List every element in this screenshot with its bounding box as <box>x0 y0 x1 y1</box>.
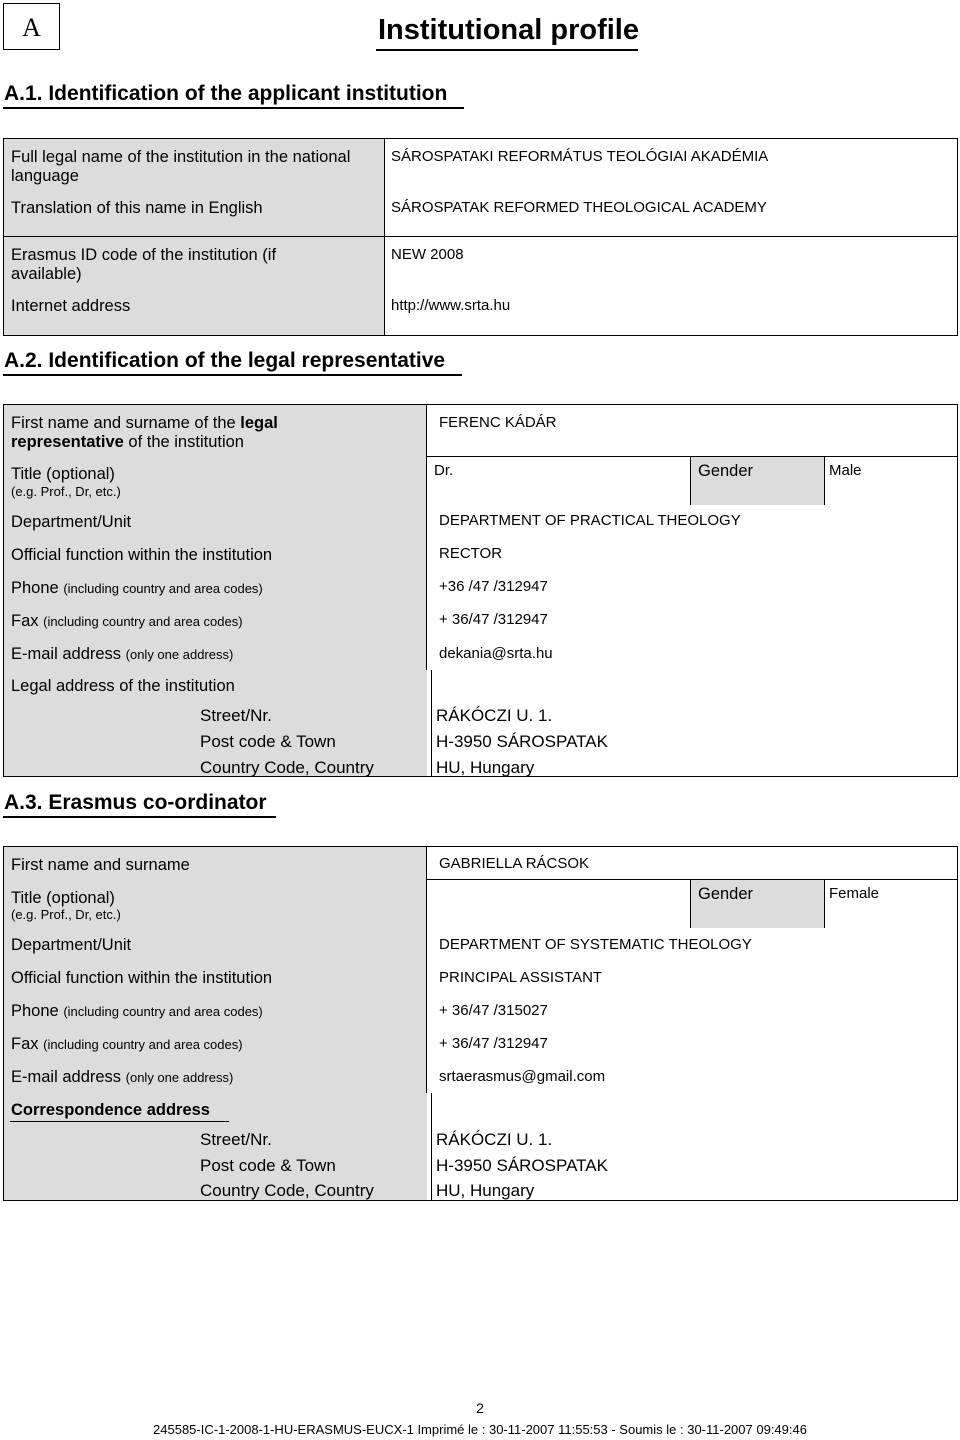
a3-post-value: H-3950 SÁROSPATAK <box>436 1156 608 1175</box>
a3-country-value: HU, Hungary <box>436 1181 535 1200</box>
a1-internet-label: Internet address <box>11 297 131 315</box>
a3-department-value: DEPARTMENT OF SYSTEMATIC THEOLOGY <box>439 936 752 953</box>
a2-phone-label: Phone (including country and area codes) <box>11 579 263 597</box>
a2-email-value[interactable]: dekania@srta.hu <box>439 645 553 662</box>
a3-correspondence-label: Correspondence address <box>11 1101 210 1119</box>
footer-meta: 245585-IC-1-2008-1-HU-ERASMUS-EUCX-1 Imprimé le : 30-11-2007 11:55:53 - Soumis le : 30-11-2007 09:49:46 <box>153 1422 807 1437</box>
a2-name-value: FERENC KÁDÁR <box>439 414 557 431</box>
a2-address-divider <box>431 670 432 777</box>
a3-function-value: PRINCIPAL ASSISTANT <box>439 969 603 986</box>
a3-correspondence-underline <box>10 1121 229 1122</box>
a3-fax-value: + 36/47 /312947 <box>439 1035 548 1052</box>
page-title-underline <box>376 49 638 51</box>
a2-fax-label: Fax (including country and area codes) <box>11 612 243 630</box>
a2-name-label: First name and surname of the legal representative of the institution <box>11 414 278 451</box>
section-a1-underline <box>3 107 464 109</box>
a2-legal-address-label: Legal address of the institution <box>11 677 235 695</box>
a3-email-label: E-mail address (only one address) <box>11 1068 234 1086</box>
a2-post-value: H-3950 SÁROSPATAK <box>436 732 608 751</box>
section-letter-box <box>3 3 60 50</box>
a1-english-name-label: Translation of this name in English <box>11 199 263 217</box>
a2-title-hint: (e.g. Prof., Dr, etc.) <box>11 484 121 499</box>
a2-gender-label: Gender <box>698 462 754 480</box>
a2-department-value: DEPARTMENT OF PRACTICAL THEOLOGY <box>439 512 741 529</box>
a3-function-label: Official function within the institution <box>11 969 273 987</box>
a3-email-value[interactable]: srtaerasmus@gmail.com <box>439 1068 606 1085</box>
a3-column-divider <box>426 846 427 1093</box>
a2-column-divider <box>426 404 427 670</box>
a2-title-value: Dr. <box>434 462 454 479</box>
a2-department-label: Department/Unit <box>11 513 132 531</box>
a3-phone-label: Phone (including country and area codes) <box>11 1002 263 1020</box>
a3-address-divider <box>431 1093 432 1201</box>
a3-fax-label: Fax (including country and area codes) <box>11 1035 243 1053</box>
a2-country-value: HU, Hungary <box>436 758 535 777</box>
page-number: 2 <box>476 1400 484 1416</box>
a2-gender-value: Male <box>829 462 862 479</box>
section-a3-underline <box>3 816 276 818</box>
a1-column-divider <box>384 138 385 336</box>
a2-fax-value: + 36/47 /312947 <box>439 611 548 628</box>
a1-fullname-label: Full legal name of the institution in the national language <box>11 148 351 185</box>
a3-department-label: Department/Unit <box>11 936 132 954</box>
a2-email-label: E-mail address (only one address) <box>11 645 234 663</box>
page-title: Institutional profile <box>378 14 639 46</box>
a2-street-value: RÁKÓCZI U. 1. <box>436 706 553 725</box>
a1-english-name-value: SÁROSPATAK REFORMED THEOLOGICAL ACADEMY <box>391 199 767 216</box>
a1-erasmus-id-label: Erasmus ID code of the institution (if available) <box>11 246 277 283</box>
a3-title-label: Title (optional) <box>11 889 115 907</box>
a3-street-label: Street/Nr. <box>200 1130 272 1149</box>
a2-post-label: Post code & Town <box>200 732 336 751</box>
section-a3-heading: A.3. Erasmus co-ordinator <box>4 791 267 814</box>
a2-title-label: Title (optional) <box>11 465 115 483</box>
a3-name-label: First name and surname <box>11 856 190 874</box>
a3-country-label: Country Code, Country <box>200 1181 374 1200</box>
a2-function-label: Official function within the institution <box>11 546 273 564</box>
a1-fullname-value: SÁROSPATAKI REFORMÁTUS TEOLÓGIAI AKADÉMIA <box>391 148 769 165</box>
section-letter: A <box>22 13 41 42</box>
a3-phone-value: + 36/47 /315027 <box>439 1002 548 1019</box>
section-a2-underline <box>3 374 462 376</box>
a2-country-label: Country Code, Country <box>200 758 374 777</box>
a2-phone-value: +36 /47 /312947 <box>439 578 548 595</box>
section-a2-heading: A.2. Identification of the legal representative <box>4 349 446 372</box>
a3-street-value: RÁKÓCZI U. 1. <box>436 1130 553 1149</box>
a3-title-hint: (e.g. Prof., Dr, etc.) <box>11 907 121 922</box>
a3-gender-label: Gender <box>698 885 754 903</box>
section-a1-heading: A.1. Identification of the applicant institution <box>4 82 448 105</box>
a1-erasmus-id-value: NEW 2008 <box>391 246 464 263</box>
a1-row-divider <box>3 236 958 237</box>
a3-gender-value: Female <box>829 885 880 902</box>
a2-function-value: RECTOR <box>439 545 503 562</box>
a2-street-label: Street/Nr. <box>200 706 272 725</box>
a1-internet-value[interactable]: http://www.srta.hu <box>391 297 511 314</box>
a3-post-label: Post code & Town <box>200 1156 336 1175</box>
a3-name-value: GABRIELLA RÁCSOK <box>439 855 590 872</box>
